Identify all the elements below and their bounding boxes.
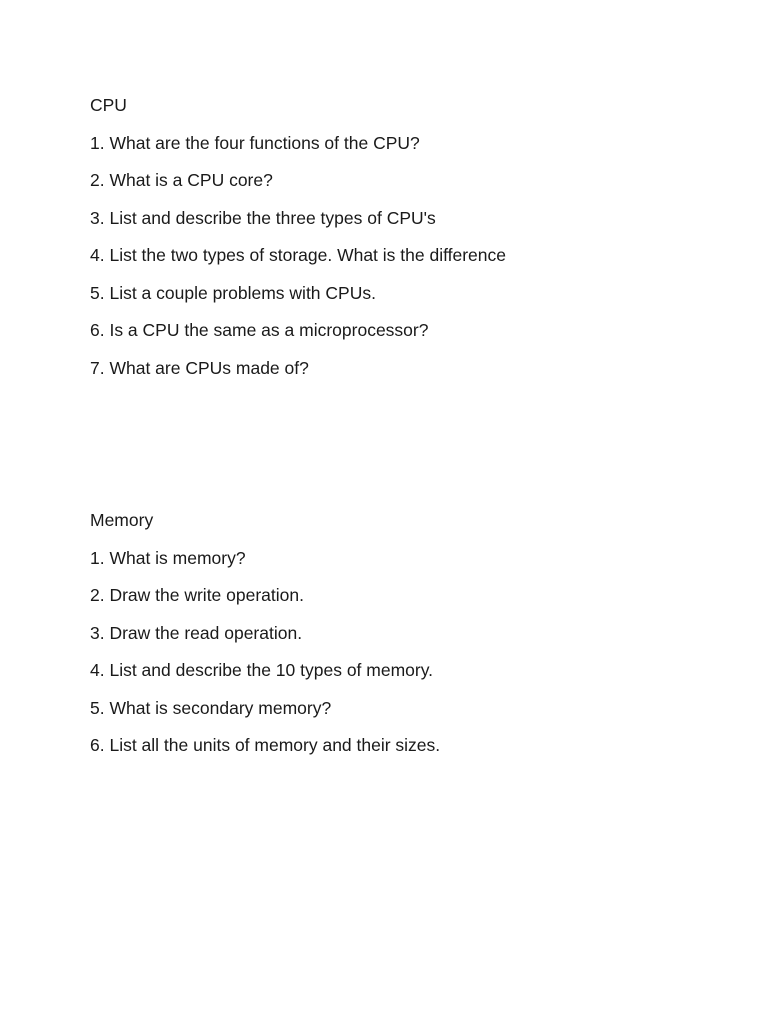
memory-section	[90, 508, 440, 771]
section-heading-memory: Memory	[90, 510, 154, 530]
cpu-section	[90, 93, 506, 393]
question-item: 4. List and describe the 10 types of memory.	[90, 660, 434, 680]
question-item: 1. What is memory?	[90, 547, 246, 568]
question-item: 2. Draw the write operation.	[90, 585, 304, 605]
question-item: 2. What is a CPU core?	[90, 170, 273, 190]
question-item: 6. Is a CPU the same as a microprocessor?	[90, 320, 429, 340]
question-item: 3. Draw the read operation.	[90, 622, 303, 643]
question-item: 4. List the two types of storage. What is the difference	[90, 245, 507, 265]
question-item: 5. List a couple problems with CPUs.	[90, 282, 376, 303]
question-item: 3. List and describe the three types of CPU's	[90, 207, 436, 228]
memory-question-list	[90, 546, 440, 759]
cpu-question-list	[90, 131, 506, 381]
question-item: 1. What are the four functions of the CPU?	[90, 132, 420, 153]
question-item: 7. What are CPUs made of?	[90, 357, 309, 378]
question-item: 5. What is secondary memory?	[90, 697, 332, 718]
question-item: 6. List all the units of memory and their sizes.	[90, 735, 441, 755]
section-heading-cpu: CPU	[90, 95, 127, 115]
